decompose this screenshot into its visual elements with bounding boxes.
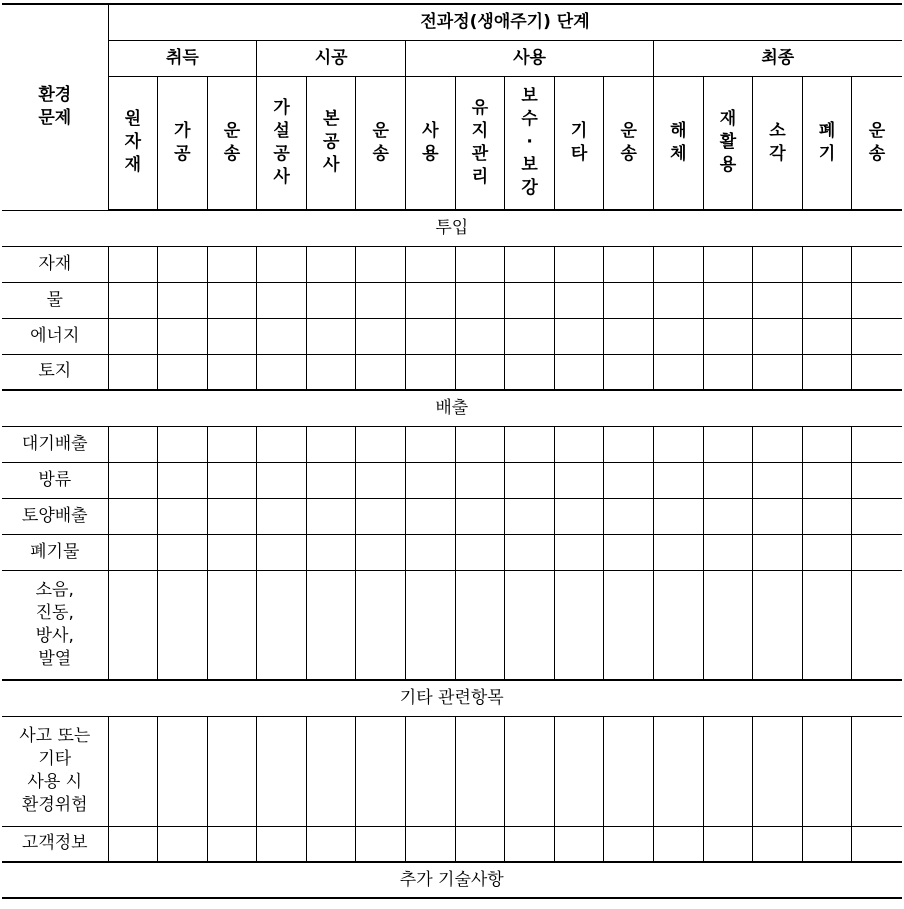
stage-transport-3: 운송 bbox=[604, 76, 654, 210]
lifecycle-stage-title: 전과정(생애주기) 단계 bbox=[108, 4, 902, 40]
row-label: 토지 bbox=[2, 354, 108, 390]
group-use: 사용 bbox=[406, 40, 654, 76]
row-label: 사고 또는 기타 사용 시 환경위험 bbox=[2, 716, 108, 826]
stage-repair-reinforcement: 보수·보강 bbox=[505, 76, 555, 210]
group-acquisition: 취득 bbox=[108, 40, 257, 76]
row-label: 대기배출 bbox=[2, 426, 108, 462]
section-other-title: 기타 관련항목 bbox=[2, 680, 902, 716]
stage-other: 기타 bbox=[554, 76, 604, 210]
stage-processing: 가공 bbox=[158, 76, 208, 210]
row-label: 물 bbox=[2, 282, 108, 318]
section-emission-title: 배출 bbox=[2, 390, 902, 426]
stage-transport-2: 운송 bbox=[356, 76, 406, 210]
environmental-issue-header: 환경 문제 bbox=[2, 4, 108, 210]
stage-use: 사용 bbox=[406, 76, 456, 210]
table-row bbox=[2, 354, 902, 390]
stage-transport-1: 운송 bbox=[207, 76, 257, 210]
table-row bbox=[2, 570, 902, 680]
stage-recycling: 재활용 bbox=[703, 76, 753, 210]
row-label: 폐기물 bbox=[2, 534, 108, 570]
table-row bbox=[2, 716, 902, 826]
row-label: 에너지 bbox=[2, 318, 108, 354]
table-row bbox=[2, 246, 902, 282]
table-row bbox=[2, 498, 902, 534]
table-row bbox=[2, 462, 902, 498]
row-label: 소음, 진동, 방사, 발열 bbox=[2, 570, 108, 680]
group-construction: 시공 bbox=[257, 40, 406, 76]
stage-temporary-works: 가설공사 bbox=[257, 76, 307, 210]
stage-maintenance: 유지관리 bbox=[455, 76, 505, 210]
table-row bbox=[2, 282, 902, 318]
table-row bbox=[2, 318, 902, 354]
section-input-title: 투입 bbox=[2, 210, 902, 246]
table-row bbox=[2, 826, 902, 862]
stage-incineration: 소각 bbox=[753, 76, 803, 210]
table-row bbox=[2, 426, 902, 462]
row-label: 토양배출 bbox=[2, 498, 108, 534]
stage-transport-4: 운송 bbox=[852, 76, 902, 210]
lifecycle-table bbox=[2, 3, 902, 899]
stage-demolition: 해체 bbox=[654, 76, 704, 210]
stage-raw-material: 원자재 bbox=[108, 76, 158, 210]
stage-main-works: 본공사 bbox=[306, 76, 356, 210]
table-row bbox=[2, 534, 902, 570]
group-end-of-life: 최종 bbox=[654, 40, 902, 76]
row-label: 자재 bbox=[2, 246, 108, 282]
row-label: 고객정보 bbox=[2, 826, 108, 862]
row-label: 방류 bbox=[2, 462, 108, 498]
section-additional-title: 추가 기술사항 bbox=[2, 862, 902, 898]
stage-disposal: 폐기 bbox=[802, 76, 852, 210]
